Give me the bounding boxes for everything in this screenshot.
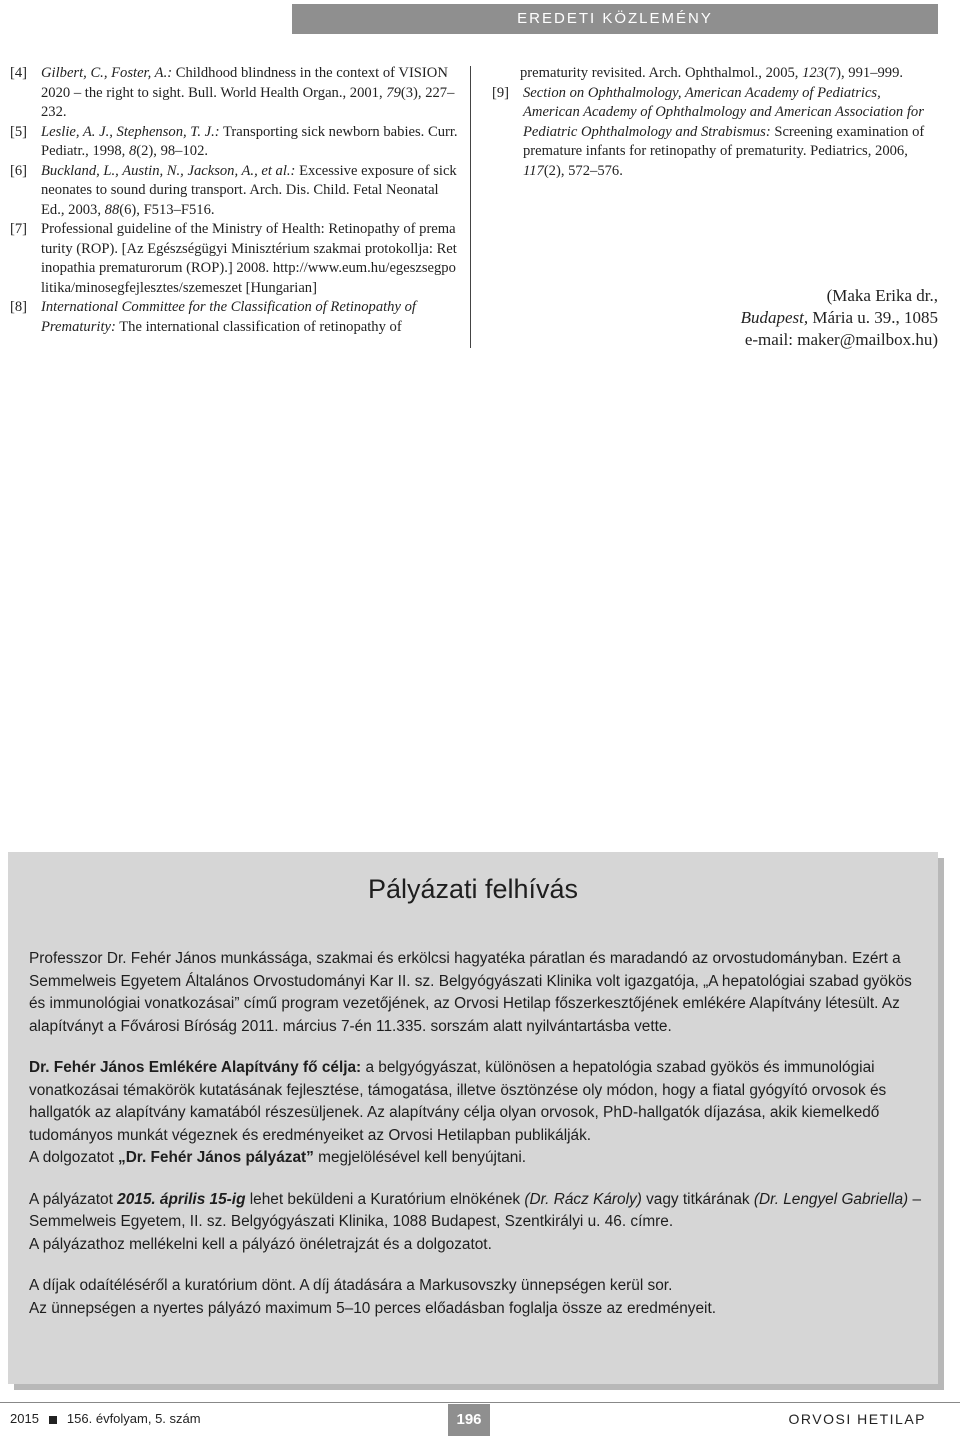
reference-body bbox=[523, 84, 938, 182]
footer-year: 2015 bbox=[10, 1411, 39, 1426]
reference-item bbox=[10, 220, 458, 298]
paragraph-text: a belgyógyászat, különösen a hepatológia szabad gyökös és immunológiai vonatkozásai témakörök kutatásának fejlesztése, támogatása, illetve ösztönzése oly módon, hogy a fiatal gyógyító orvosok és hallgatók az alapítvány kamatából részesüljenek. Az alapítvány célja olyan orvosok, PhD-hallgatók díjazása, akik kiemelkedő tudományos munkát végeznek és eredményeiket az Orvosi Hetilapban publikálják. bbox=[29, 1059, 887, 1144]
reference-body bbox=[41, 162, 458, 221]
deadline: 2015. április 15-ig bbox=[117, 1190, 246, 1208]
reference-volume: 123 bbox=[802, 65, 824, 81]
announcement-box bbox=[8, 852, 938, 1384]
page-number: 196 bbox=[448, 1404, 490, 1436]
reference-number: [6] bbox=[10, 162, 28, 179]
announcement-title: Pályázati felhívás bbox=[367, 874, 579, 904]
reference-authors: International Committee for the Classification of Retinopathy of Prematurity: bbox=[41, 299, 416, 335]
reference-text: Transporting sick newborn babies. Curr. Pediatr., 1998, bbox=[41, 123, 458, 159]
footer-volume: 156. évfolyam, 5. szám bbox=[66, 1411, 201, 1426]
reference-authors: Section on Ophthalmology, American Academy of Pediatrics, American Academy of Ophthalmology and American Association for Pediatric Ophthalmology and Strabismus: bbox=[523, 84, 924, 140]
column-divider bbox=[470, 66, 471, 348]
reference-volume: 79 bbox=[386, 84, 401, 101]
announcement-paragraph bbox=[29, 1057, 924, 1170]
reference-number: [7] bbox=[10, 221, 28, 237]
square-bullet-icon bbox=[49, 1416, 57, 1424]
section-header-bar bbox=[292, 4, 938, 34]
reference-body bbox=[41, 64, 458, 123]
reference-volume: 117 bbox=[523, 162, 544, 179]
footer-divider bbox=[0, 1402, 960, 1403]
reference-tail: (6), F513–F516. bbox=[119, 201, 215, 218]
paragraph-text: A pályázathoz mellékelni kell a pályázó önéletrajzát és a dolgozatot. bbox=[29, 1235, 492, 1253]
reference-item bbox=[10, 162, 458, 221]
reference-tail: (2), 572–576. bbox=[543, 162, 623, 179]
announcement-body bbox=[29, 948, 924, 1339]
secretary-name: (Dr. Lengyel Gabriella) bbox=[753, 1190, 909, 1208]
reference-tail: (7), 991–999. bbox=[823, 65, 904, 81]
reference-text: Childhood blindness in the context of VISION 2020 – the right to sight. Bull. World Health Organ., 2001, bbox=[41, 65, 448, 101]
reference-text: The international classification of retinopathy of bbox=[115, 318, 402, 335]
section-title: EREDETI KÖZLEMÉNY bbox=[517, 10, 713, 27]
reference-authors: Buckland, L., Austin, N., Jackson, A., et al.: bbox=[41, 162, 296, 179]
address-city: Budapest, bbox=[740, 308, 809, 327]
paragraph-text: Az ünnepségen a nyertes pályázó maximum 5–10 perces előadásban foglalja össze az eredményeit. bbox=[29, 1299, 717, 1317]
reference-number: [9] bbox=[492, 84, 510, 101]
references-right-column bbox=[492, 64, 938, 181]
paragraph-text: megjelölésével kell benyújtani. bbox=[313, 1149, 527, 1166]
paragraph-text: lehet beküldeni a Kuratórium elnökének bbox=[245, 1190, 525, 1208]
reference-item bbox=[492, 84, 938, 182]
reference-body bbox=[41, 298, 458, 337]
reference-continuation bbox=[492, 64, 938, 84]
reference-tail: (2), 98–102. bbox=[136, 143, 209, 159]
journal-name: ORVOSI HETILAP bbox=[788, 1411, 926, 1427]
reference-item bbox=[10, 298, 458, 337]
reference-text: Screening examination of premature infants for retinopathy of prematurity. Pediatrics, 2006, bbox=[523, 123, 925, 159]
reference-number: [8] bbox=[10, 299, 28, 315]
reference-volume: 88 bbox=[104, 201, 120, 218]
address-name: (Maka Erika dr., bbox=[826, 286, 938, 305]
reference-item bbox=[10, 64, 458, 123]
chair-name: (Dr. Rácz Károly) bbox=[524, 1190, 642, 1208]
reference-text: Excessive exposure of sick neonates to sound during transport. Arch. Dis. Child. Fetal Neonatal Ed., 2003, bbox=[41, 162, 457, 218]
correspondence-address bbox=[741, 285, 938, 351]
paragraph-text: – Semmelweis Egyetem, II. sz. Belgyógyászati Klinika, 1088 Budapest, Szentkirályi u. 46. címre. bbox=[29, 1190, 922, 1230]
paragraph-text: A dolgozatot bbox=[29, 1149, 118, 1166]
address-email: e-mail: maker@mailbox.hu) bbox=[744, 330, 938, 349]
paragraph-text: A díjak odaítéléséről a kuratórium dönt. A díj átadására a Markusovszky ünnepségen kerül sor. bbox=[29, 1277, 673, 1294]
address-street-line bbox=[741, 307, 938, 329]
footer-issue-info bbox=[10, 1411, 201, 1426]
reference-text: prematurity revisited. Arch. Ophthalmol., 2005, bbox=[520, 65, 803, 81]
reference-volume: 8 bbox=[128, 143, 137, 159]
submission-label: „Dr. Fehér János pályázat” bbox=[118, 1149, 314, 1166]
foundation-goal-heading: Dr. Fehér János Emlékére Alapítvány fő célja: bbox=[29, 1059, 362, 1076]
address-street: Mária u. 39., 1085 bbox=[808, 308, 938, 327]
reference-authors: Gilbert, C., Foster, A.: bbox=[41, 65, 173, 81]
reference-item bbox=[10, 123, 458, 162]
reference-body bbox=[41, 123, 458, 162]
announcement-paragraph bbox=[29, 1275, 924, 1320]
paragraph-text: A pályázatot bbox=[29, 1190, 118, 1208]
reference-authors: Leslie, A. J., Stephenson, T. J.: bbox=[41, 123, 220, 140]
paragraph-text: vagy titkárának bbox=[641, 1190, 754, 1208]
reference-number: [5] bbox=[10, 123, 28, 140]
reference-body: Professional guideline of the Ministry of Health: Retinopathy of prematurity (ROP). [Az Egészségügyi Minisztérium szakmai protokollja: Retinopathia prematurorum (ROP).] 2008. http://www.eum.hu/egeszsegpolitika/minosegfejlesztes/szemeszet [Hungarian] bbox=[41, 221, 457, 296]
announcement-paragraph bbox=[29, 1189, 924, 1257]
references-left-column bbox=[10, 64, 458, 337]
announcement-paragraph: Professzor Dr. Fehér János munkássága, szakmai és erkölcsi hagyatéka páratlan és maradandó az orvostudományban. Ezért a Semmelweis Egyetem Általános Orvostudományi Kar II. sz. Belgyógyászati Klinika volt igazgatója, „A hepatológiai szabad gyökös és immunológiai vonatkozásai” című program vezetőjének, az Orvosi Hetilap főszerkesztőjének emlékére Alapítvány létesült. Az alapítványt a Fővárosi Bíróság 2011. március 7-én 11.335. sorszám alatt nyilvántartásba vette. bbox=[29, 950, 912, 1035]
reference-tail: (3), 227–232. bbox=[41, 84, 455, 120]
reference-number: [4] bbox=[10, 65, 28, 81]
